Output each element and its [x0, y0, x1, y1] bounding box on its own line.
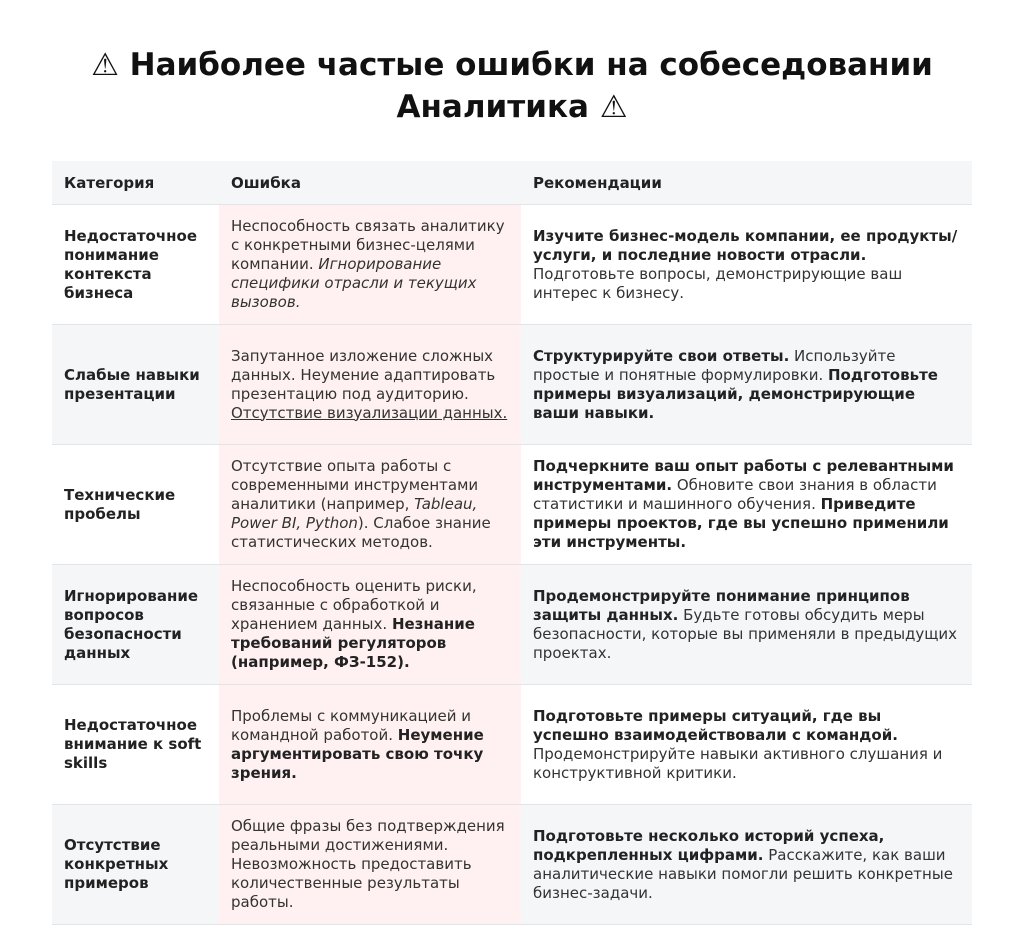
- table-header-row: [52, 161, 972, 205]
- category-cell: Игнорирование вопросов безопасности данных: [52, 565, 219, 685]
- mistake-cell: [219, 325, 521, 445]
- recommendation-text: Расскажите, как ваши аналитические навыки помогли решить конкретные бизнес-задачи.: [533, 845, 953, 902]
- recommendation-text-bold: Изучите бизнес-модель компании, ее продукты/услуги, и последние новости отрасли.: [533, 226, 958, 264]
- table-row: [52, 445, 972, 565]
- category-cell: Недостаточное внимание к soft skills: [52, 685, 219, 805]
- mistake-cell: [219, 205, 521, 325]
- mistake-text: Запутанное изложение сложных данных. Неумение адаптировать презентацию под аудиторию.: [231, 346, 496, 403]
- recommendation-text: Будьте готовы обсудить меры безопасности, которые вы применяли в предыдущих проектах.: [533, 605, 958, 662]
- recommendation-cell: [521, 445, 972, 565]
- recommendation-cell: [521, 565, 972, 685]
- category-cell: Отсутствие конкретных примеров: [52, 805, 219, 925]
- column-header-recommendation: Рекомендации: [521, 161, 972, 205]
- table-row: [52, 805, 972, 925]
- mistake-cell: [219, 445, 521, 565]
- recommendation-text: Используйте простые и понятные формулировки.: [533, 346, 896, 384]
- recommendation-text: Подготовьте вопросы, демонстрирующие ваш интерес к бизнесу.: [533, 264, 903, 302]
- mistake-text: ). Слабое знание статистических методов.: [231, 514, 491, 551]
- mistake-cell: [219, 805, 521, 925]
- column-header-category: Категория: [52, 161, 219, 205]
- recommendation-text: Обновите свои знания в области статистики и машинного обучения.: [533, 476, 937, 513]
- mistake-text-underline: Отсутствие визуализации данных.: [231, 403, 508, 422]
- table-row: [52, 565, 972, 685]
- mistake-text-bold: Неумение аргументировать свою точку зрения.: [231, 725, 484, 782]
- column-header-mistake: Ошибка: [219, 161, 521, 205]
- mistake-text-italic: Игнорирование специфики отрасли и текущих вызовов.: [231, 255, 477, 311]
- recommendation-text: Продемонстрируйте навыки активного слушания и конструктивной критики.: [533, 744, 943, 782]
- recommendation-text-bold: Приведите примеры проектов, где вы успешно применили эти инструменты.: [533, 495, 949, 551]
- category-cell: Слабые навыки презентации: [52, 325, 219, 445]
- mistake-text: Отсутствие опыта работы с современными инструментами аналитики (например,: [231, 457, 479, 513]
- mistake-text-bold: Незнание требований регуляторов (например, ФЗ-152).: [231, 615, 475, 671]
- recommendation-text-bold: Подготовьте примеры визуализаций, демонстрирующие ваши навыки.: [533, 365, 938, 422]
- recommendation-text-bold: Структурируйте свои ответы.: [533, 346, 790, 365]
- recommendation-text-bold: Подготовьте несколько историй успеха, подкрепленных цифрами.: [533, 826, 885, 864]
- mistake-text: Общие фразы без подтверждения реальными достижениями. Невозможность предоставить количественные результаты работы.: [231, 817, 505, 911]
- mistake-cell: [219, 565, 521, 685]
- mistake-text: Неспособность оценить риски, связанные с обработкой и хранением данных.: [231, 577, 477, 633]
- table-row: [52, 325, 972, 445]
- category-cell: Технические пробелы: [52, 445, 219, 565]
- recommendation-cell: [521, 325, 972, 445]
- recommendation-text-bold: Продемонстрируйте понимание принципов защиты данных.: [533, 586, 910, 624]
- recommendation-cell: [521, 205, 972, 325]
- interview-mistakes-table: [52, 161, 972, 925]
- recommendation-cell: [521, 805, 972, 925]
- page-title: ⚠ Наиболее частые ошибки на собеседовании Аналитика ⚠: [91, 47, 933, 125]
- mistake-text-italic: Tableau, Power BI, Python: [231, 495, 478, 532]
- table-row: [52, 205, 972, 325]
- category-cell: Недостаточное понимание контекста бизнеса: [52, 205, 219, 325]
- recommendation-text-bold: Подчеркните ваш опыт работы с релевантными инструментами.: [533, 457, 954, 494]
- mistake-text: Неспособность связать аналитику с конкретными бизнес-целями компании.: [231, 217, 505, 273]
- mistake-cell: [219, 685, 521, 805]
- recommendation-text-bold: Подготовьте примеры ситуаций, где вы успешно взаимодействовали с командой.: [533, 706, 898, 744]
- mistake-text: Проблемы с коммуникацией и командной работой.: [231, 706, 471, 744]
- recommendation-cell: [521, 685, 972, 805]
- table-row: [52, 685, 972, 805]
